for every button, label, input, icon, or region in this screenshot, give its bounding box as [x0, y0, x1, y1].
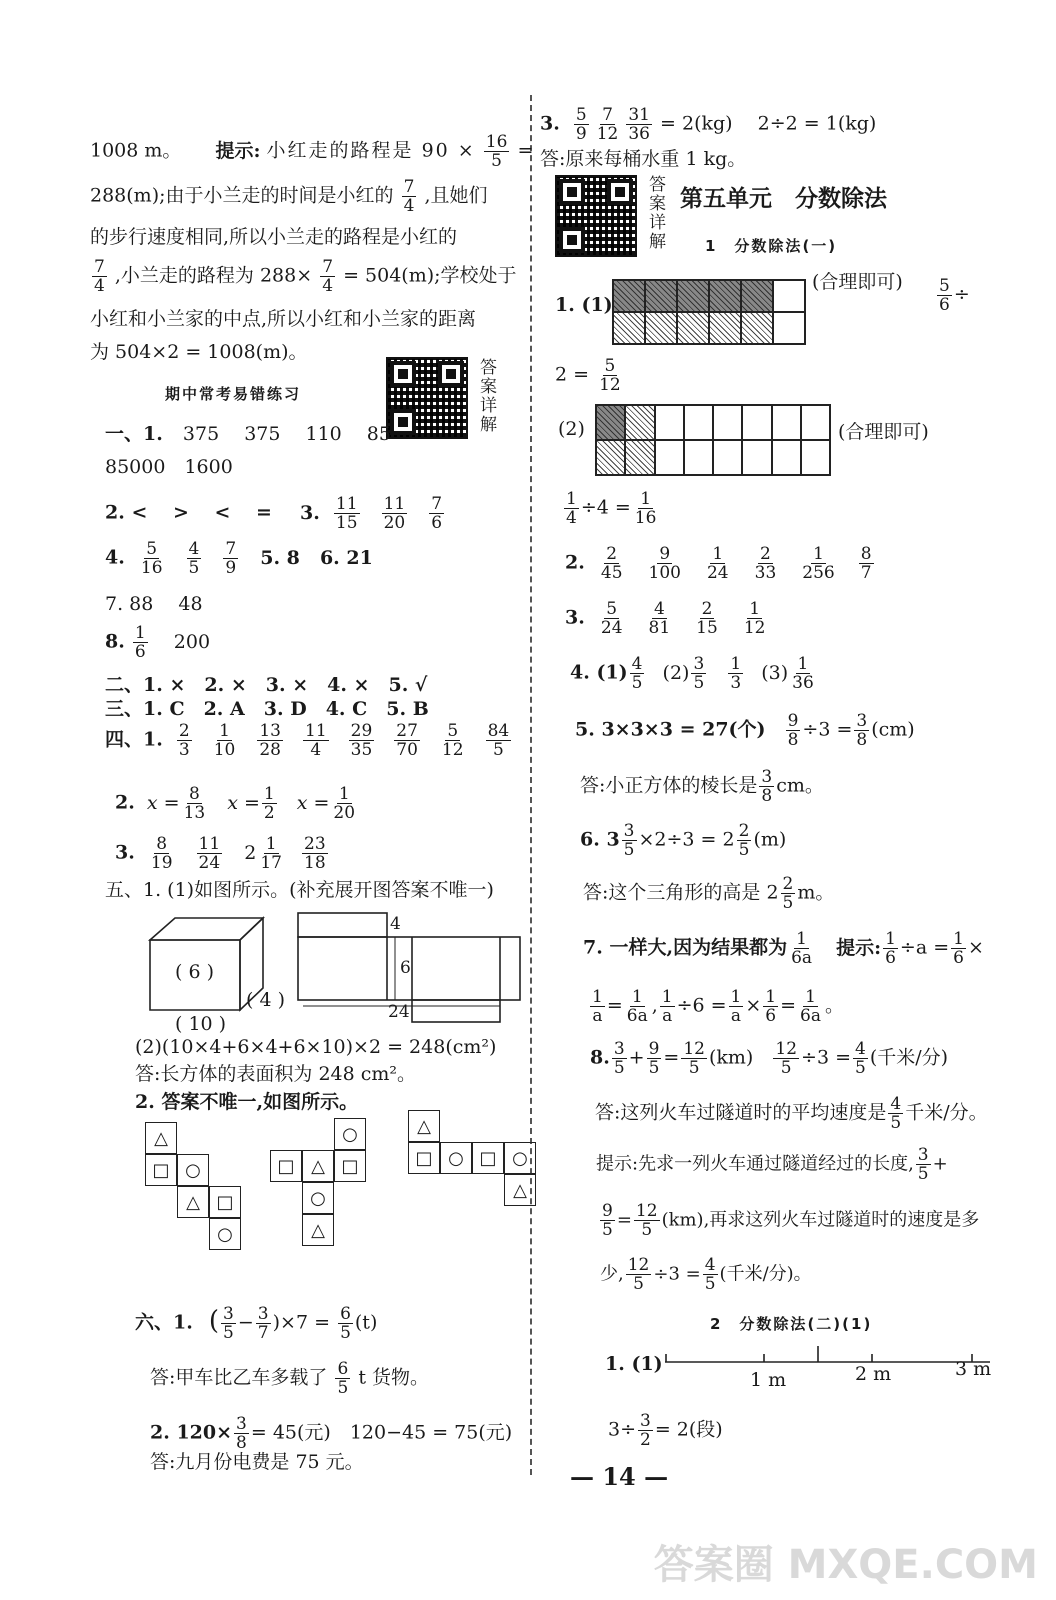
fraction: $\frac{6}{5}$: [337, 1359, 349, 1398]
fraction: $\frac{5}{6}$: [939, 276, 950, 315]
fraction: $\frac{2}{33}$: [754, 544, 777, 583]
r7-line: [583, 930, 984, 967]
fraction: $\frac{1}{10}$: [213, 721, 236, 760]
section-5-line-1: 五、1. (1)如图所示。(补充展开图答案不唯一): [105, 879, 494, 901]
text: 6. 21: [319, 546, 373, 569]
q1-line: [105, 422, 391, 446]
fraction: $\frac{1}{a}$: [592, 987, 603, 1026]
fraction: $\frac{1}{4}$: [566, 489, 577, 528]
text: 千米/分。: [905, 1101, 988, 1124]
column-divider: [530, 95, 532, 1475]
fraction: $\frac{7}{4}$: [94, 257, 105, 296]
p2-line-2: [562, 490, 660, 527]
hint-line-3: [600, 1256, 812, 1293]
grid-cell: [773, 280, 805, 312]
left-line-5: 小红和小兰家的中点,所以小红和小兰家的距离: [90, 308, 477, 330]
grid-cell-hatched: [613, 312, 645, 344]
qr-label: 答案详解: [476, 358, 496, 434]
fraction: $\frac{11}{15}$: [335, 494, 358, 533]
fraction: $\frac{8}{19}$: [150, 834, 173, 873]
r3b-line: [565, 600, 769, 637]
text: ×: [745, 994, 762, 1017]
fraction: $\frac{7}{12}$: [596, 105, 619, 144]
r5-answer: [580, 768, 824, 805]
text: ÷: [953, 283, 970, 306]
cuboid-label-front: ( 6 ): [175, 961, 214, 983]
qr-corner: [559, 179, 585, 205]
question-label: 六、1.: [135, 1311, 193, 1334]
question-label: 4. (1): [570, 661, 628, 684]
ruler-label-3m: 3 m: [955, 1358, 992, 1380]
question-label: 一、1.: [105, 423, 163, 445]
text: =: [780, 994, 797, 1017]
question-label: 3.: [565, 606, 585, 629]
text: =: [616, 1209, 632, 1231]
question-label: 3.: [115, 841, 135, 864]
grid-cell: [801, 405, 830, 440]
cuboid-top: [150, 918, 263, 940]
grid-cell-hatched: [625, 405, 654, 440]
text: 答:这列火车过隧道时的平均速度是: [595, 1101, 887, 1124]
text: 200: [173, 630, 211, 653]
fraction: $\frac{1}{12}$: [743, 599, 766, 638]
net-cell-triangle: △: [302, 1150, 334, 1182]
fraction: $\frac{8}{7}$: [860, 544, 872, 583]
fraction: $\frac{11}{4}$: [305, 721, 327, 760]
text: (千米/分): [869, 1046, 949, 1069]
net-top-face: [298, 913, 387, 937]
grid-cell: [801, 440, 830, 475]
text: +: [628, 1046, 645, 1069]
text: ×2÷3 = 2: [638, 828, 735, 851]
question-label: 3.: [540, 112, 560, 135]
fraction: $\frac{3}{8}$: [856, 711, 868, 750]
fraction: $\frac{7}{4}$: [322, 257, 334, 296]
text: 。: [825, 994, 845, 1017]
fraction: $\frac{12}{5}$: [775, 1039, 798, 1078]
subsection-title-1: 1 分数除法(一): [705, 237, 838, 255]
text: 3÷: [608, 1418, 637, 1441]
fraction: $\frac{1}{6}$: [953, 929, 964, 968]
text: 答:小正方体的棱长是: [580, 774, 758, 797]
section-6-line-1: [135, 1305, 377, 1342]
text: m。: [797, 881, 835, 904]
net-cell-triangle: △: [504, 1174, 536, 1206]
p2-note: (合理即可): [838, 421, 929, 443]
qr-corner: [390, 361, 416, 387]
p1-note: (合理即可): [812, 271, 903, 293]
p1-line-2: [555, 357, 625, 394]
fraction-group: [169, 721, 513, 760]
text: (千米/分)。: [719, 1263, 812, 1285]
fraction: $\frac{3}{8}$: [761, 767, 773, 806]
grid-cell-hatched: [645, 312, 677, 344]
grid-cell-hatched: [596, 440, 625, 475]
q1-line-2: 85000 1600: [105, 456, 233, 478]
grid-cell-hatched: [709, 312, 741, 344]
hint-label: 提示:: [836, 936, 882, 959]
text: ÷4 =: [580, 496, 631, 519]
grid-cell: [742, 440, 771, 475]
question-label: 四、1.: [105, 728, 163, 751]
text: = 2(kg) 2÷2 = 1(kg): [660, 112, 877, 135]
net-cell-square: □: [145, 1154, 177, 1186]
fraction: $\frac{1}{24}$: [706, 544, 729, 583]
fraction: $\frac{3}{5}$: [917, 1145, 929, 1184]
r2-line: [565, 545, 876, 582]
text: 2. 120×: [150, 1421, 233, 1444]
text: ,小兰走的路程为 288×: [114, 264, 313, 287]
grid-cell: [773, 312, 805, 344]
r8-answer: [595, 1095, 988, 1132]
r6-line: [580, 822, 786, 859]
cube-net-2: [270, 1118, 370, 1278]
net-cell-square: □: [270, 1150, 302, 1182]
text: −: [237, 1311, 254, 1334]
fraction: $\frac{1}{16}$: [634, 489, 657, 528]
text: (km): [708, 1046, 754, 1069]
text: (2): [662, 661, 690, 684]
q8-line: [105, 624, 210, 661]
section-5-line-3: 2. 答案不唯一,如图所示。: [135, 1091, 359, 1113]
fraction: $\frac{9}{8}$: [787, 711, 799, 750]
fraction-group: [326, 494, 446, 533]
net-cell-triangle: △: [145, 1122, 177, 1154]
fraction: $\frac{16}{5}$: [485, 132, 508, 171]
grid-cell-hatched: [625, 440, 654, 475]
question-label: 4.: [105, 546, 125, 569]
net-cell-circle: ○: [504, 1142, 536, 1174]
section-4-line-3: [115, 835, 330, 872]
text: 2. < > < =: [105, 501, 272, 524]
text: 答:这个三角形的高是 2: [583, 881, 779, 904]
grid-cell: [655, 405, 684, 440]
fraction: $\frac{1}{256}$: [802, 544, 835, 583]
net-cell-triangle: △: [408, 1110, 440, 1142]
question-label: 2.: [565, 551, 585, 574]
fraction: $\frac{2}{3}$: [178, 721, 190, 760]
hint-line-1: [596, 1146, 948, 1183]
net-bottom-face: [412, 1000, 500, 1022]
text: ÷a =: [899, 936, 950, 959]
n1-line-2: [608, 1412, 723, 1449]
fraction: $\frac{9}{5}$: [602, 1201, 613, 1240]
unit-title: 第五单元 分数除法: [680, 186, 887, 212]
left-line-2: [90, 178, 487, 215]
section-6-answer-2: 答:九月份电费是 75 元。: [150, 1451, 364, 1473]
fraction: $\frac{3}{7}$: [257, 1304, 269, 1343]
cube-net-3: [408, 1110, 548, 1220]
qr-corner: [438, 361, 464, 387]
left-line-4: [90, 258, 517, 295]
fraction: $\frac{1}{6a}$: [626, 987, 648, 1026]
fraction-group: [131, 539, 240, 578]
net-cell-square: □: [209, 1186, 241, 1218]
text: ,且她们: [424, 184, 488, 207]
fraction: $\frac{3}{5}$: [623, 821, 635, 860]
fraction: $\frac{2}{45}$: [600, 544, 623, 583]
grid-cell-shaded: [645, 280, 677, 312]
text: = 2(段): [654, 1418, 723, 1441]
fraction: $\frac{5}{12}$: [441, 721, 464, 760]
text: 7. 一样大,因为结果都为: [583, 936, 788, 959]
page-number: — 14 —: [570, 1462, 669, 1491]
fraction: $\frac{29}{35}$: [350, 721, 373, 760]
hint-label: 提示:: [215, 139, 261, 162]
n1-label: 1. (1): [605, 1353, 663, 1375]
q2-q3-line: [105, 495, 446, 532]
net-cell-circle: ○: [302, 1182, 334, 1214]
fraction: $\frac{5}{12}$: [599, 356, 621, 395]
fraction: $\frac{1}{6}$: [134, 623, 146, 662]
left-line-3: 的步行速度相同,所以小兰走的路程是小红的: [90, 226, 458, 248]
question-label: 8.: [105, 630, 125, 653]
fraction: $\frac{4}{81}$: [648, 599, 671, 638]
section-6-answer-1: [150, 1360, 429, 1397]
text: ÷3 =: [801, 1046, 851, 1069]
ruler-label-1m: 1 m: [750, 1369, 787, 1391]
p1-expr: [935, 277, 970, 314]
fraction-grid-1: [612, 279, 806, 345]
paren: (: [208, 1305, 220, 1336]
text: =: [606, 994, 623, 1017]
fraction: $\frac{5}{16}$: [140, 539, 163, 578]
text: 1008 m。: [90, 139, 182, 162]
q4-line: [105, 540, 373, 577]
fraction: $\frac{11}{24}$: [198, 834, 221, 873]
text: (m): [753, 828, 787, 851]
grid-cell: [742, 405, 771, 440]
text: )×7 =: [272, 1311, 331, 1334]
r3-line: [540, 106, 876, 143]
section-5-line-2: (2)(10×4+6×4+6×10)×2 = 248(cm²): [135, 1036, 497, 1058]
text: = 504(m);学校处于: [343, 264, 517, 287]
grid-cell-shaded: [741, 280, 773, 312]
fraction: $\frac{3}{5}$: [223, 1304, 234, 1343]
grid-cell-hatched: [677, 312, 709, 344]
net-cell-circle: ○: [334, 1118, 366, 1150]
cube-net-1: [145, 1122, 245, 1252]
section-3-line: 三、1. C 2. A 3. D 4. C 5. B: [105, 698, 429, 720]
cuboid-label-side: ( 4 ): [246, 989, 285, 1011]
text: 288(m);由于小兰走的时间是小红的: [90, 184, 394, 207]
section-title: 期中常考易错练习: [165, 385, 302, 403]
text: 少,: [600, 1263, 624, 1285]
text: +: [932, 1153, 948, 1175]
fraction: $\frac{3}{5}$: [693, 654, 705, 693]
fraction: x = $\frac{1}{20}$: [296, 784, 356, 823]
fraction: $\frac{1}{a}$: [661, 987, 673, 1026]
text: ,: [651, 994, 658, 1017]
grid-cell: [772, 405, 801, 440]
qr-code-right[interactable]: [555, 175, 637, 257]
section-5-answer: 答:长方体的表面积为 248 cm²。: [135, 1063, 417, 1085]
fraction: $\frac{6}{5}$: [340, 1304, 351, 1343]
fraction: $\frac{1}{36}$: [792, 654, 814, 693]
question-label: 2.: [115, 791, 135, 814]
fraction: $\frac{1}{6}$: [765, 987, 777, 1026]
section-4-line-1: [105, 722, 513, 759]
fraction-group: [591, 599, 770, 638]
text: (3): [761, 661, 789, 684]
watermark: 答案圈 MXQE.COM: [653, 1542, 1038, 1588]
text: ×: [967, 936, 984, 959]
text: ÷3 =: [802, 718, 853, 741]
r4-line: [570, 655, 818, 692]
text: =: [517, 139, 534, 162]
fraction: $\frac{1}{3}$: [730, 654, 742, 693]
text: 375 375 110 85: [182, 423, 391, 445]
fraction: $\frac{12}{5}$: [635, 1201, 658, 1240]
fraction: $\frac{1}{6a}$: [791, 929, 813, 968]
fraction: $\frac{4}{5}$: [704, 1255, 716, 1294]
fraction: $\frac{4}{5}$: [631, 654, 643, 693]
fraction: $\frac{12}{5}$: [627, 1255, 650, 1294]
text: 小红走的路程是 90 ×: [266, 139, 476, 162]
grid-cell: [655, 440, 684, 475]
text: = 45(元) 120−45 = 75(元): [250, 1421, 513, 1444]
net-cell-square: □: [334, 1150, 366, 1182]
net-cell-circle: ○: [177, 1154, 209, 1186]
fraction: $\frac{1}{17}$: [260, 834, 282, 873]
fraction: $\frac{2}{15}$: [696, 599, 718, 638]
net-cell-square: □: [472, 1142, 504, 1174]
fraction: $\frac{1}{6}$: [885, 929, 896, 968]
fraction-group: [141, 784, 359, 823]
fraction: $\frac{4}{5}$: [890, 1094, 902, 1133]
text: 答:甲车比乙车多载了: [150, 1366, 328, 1389]
qr-corner: [559, 227, 585, 253]
fraction: $\frac{7}{9}$: [225, 539, 237, 578]
net-cell-triangle: △: [177, 1186, 209, 1218]
fraction: $\frac{3}{5}$: [613, 1039, 625, 1078]
p2-label: (2): [558, 418, 585, 440]
fraction: $\frac{9}{100}$: [648, 544, 681, 583]
cuboid-label-bottom: ( 10 ): [175, 1013, 227, 1035]
fraction: $\frac{84}{5}$: [487, 721, 510, 760]
text: (cm): [871, 718, 915, 741]
net-label-6: 6: [400, 958, 411, 978]
net-label-4: 4: [390, 914, 401, 934]
section-2-line: 二、1. × 2. × 3. × 4. × 5. √: [105, 674, 428, 696]
qr-label: 答案详解: [645, 175, 665, 251]
grid-cell: [772, 440, 801, 475]
variable-label: x =: [296, 791, 330, 814]
fraction: $\frac{1}{6a}$: [800, 987, 821, 1026]
qr-corner: [607, 179, 633, 205]
section-6-line-2: [150, 1415, 512, 1452]
net-cell-circle: ○: [440, 1142, 472, 1174]
fraction: $\frac{3}{8}$: [236, 1414, 247, 1453]
grid-cell-shaded: [596, 405, 625, 440]
net-cell-circle: ○: [209, 1218, 241, 1250]
fraction: $\frac{27}{70}$: [396, 721, 418, 760]
text: 2 =: [555, 363, 590, 386]
net-cell-square: □: [408, 1142, 440, 1174]
text: (km),再求这列火车过隧道时的速度是多: [661, 1209, 980, 1231]
fraction: $\frac{1}{a}$: [730, 987, 742, 1026]
fraction: $\frac{2}{5}$: [738, 821, 750, 860]
text: t 货物。: [358, 1366, 430, 1389]
fraction: $\frac{9}{5}$: [648, 1039, 660, 1078]
ruler-line: [665, 1340, 995, 1370]
fraction-group: [141, 834, 224, 873]
text: ÷6 =: [676, 994, 727, 1017]
qr-corner: [390, 409, 416, 435]
fraction: x = $\frac{8}{13}$: [146, 784, 206, 823]
net-label-24: 24: [388, 1002, 410, 1022]
r7-line-2: [588, 988, 844, 1025]
variable-label: x =: [146, 791, 180, 814]
left-line-1: [90, 133, 533, 170]
fraction: $\frac{5}{9}$: [575, 105, 587, 144]
question-label: 8.: [590, 1046, 610, 1069]
fraction: $\frac{3}{2}$: [640, 1411, 651, 1450]
question-label: 3.: [300, 501, 320, 524]
fraction: $\frac{31}{36}$: [628, 105, 650, 144]
ruler-label-2m: 2 m: [855, 1363, 892, 1385]
fraction: $\frac{5}{24}$: [600, 599, 623, 638]
fraction: $\frac{23}{18}$: [304, 834, 326, 873]
fraction: $\frac{7}{6}$: [431, 494, 443, 533]
variable-label: x =: [227, 791, 260, 814]
text: 提示:先求一列火车通过隧道经过的长度,: [596, 1153, 914, 1175]
grid-cell: [684, 440, 713, 475]
grid-cell-shaded: [613, 280, 645, 312]
left-line-6: 为 504×2 = 1008(m)。: [90, 341, 308, 363]
fraction-group: [591, 544, 876, 583]
hint-line-2: [598, 1202, 979, 1239]
text: (t): [354, 1311, 378, 1334]
subsection-title-2: 2 分数除法(二)(1): [710, 1315, 873, 1333]
fraction: $\frac{4}{5}$: [855, 1039, 866, 1078]
fraction: $\frac{12}{5}$: [683, 1039, 705, 1078]
grid-cell: [684, 405, 713, 440]
r8-line: [590, 1040, 948, 1077]
text: 6. 3: [580, 828, 620, 851]
fraction-group: [566, 105, 654, 144]
grid-cell-shaded: [709, 280, 741, 312]
grid-cell-hatched: [741, 312, 773, 344]
fraction: $\frac{13}{28}$: [259, 721, 281, 760]
text: 2: [244, 841, 257, 864]
grid-cell: [713, 440, 742, 475]
fraction: $\frac{11}{20}$: [383, 494, 406, 533]
r6-answer: [583, 875, 834, 912]
fraction: $\frac{4}{5}$: [188, 539, 200, 578]
r5-line: [575, 712, 915, 749]
net-cell-triangle: △: [302, 1214, 334, 1246]
fraction: x = $\frac{1}{2}$: [227, 784, 275, 823]
text: cm。: [776, 774, 824, 797]
section-4-line-2: [115, 785, 359, 822]
text: 5. 3×3×3 = 27(个): [575, 718, 766, 741]
text: =: [663, 1046, 680, 1069]
q7-line: 7. 88 48: [105, 593, 203, 615]
r3-answer: 答:原来每桶水重 1 kg。: [540, 148, 747, 170]
qr-code-left[interactable]: [386, 357, 468, 439]
text: ÷3 =: [653, 1263, 701, 1285]
p1-label: 1. (1): [555, 294, 613, 316]
grid-cell-shaded: [677, 280, 709, 312]
fraction: $\frac{7}{4}$: [403, 177, 415, 216]
fraction-grid-2: [595, 404, 831, 476]
fraction: $\frac{2}{5}$: [782, 874, 794, 913]
text: 5. 8: [260, 546, 300, 569]
grid-cell: [713, 405, 742, 440]
